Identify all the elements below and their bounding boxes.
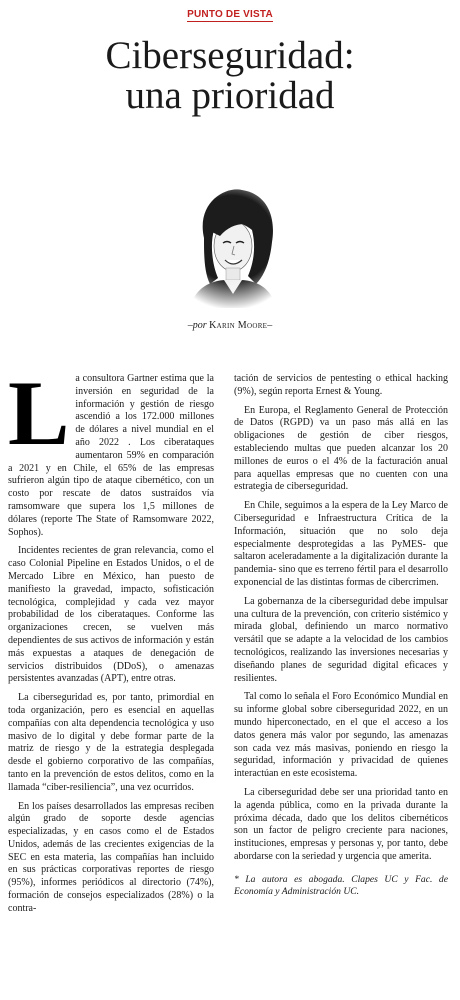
article-title <box>0 36 460 116</box>
paragraph: tación de servicios de pentesting o ethical hacking (9%), según reporta Ernest & Young. <box>234 373 448 397</box>
author-name: Karin Moore <box>209 320 268 331</box>
author-note: * La autora es abogada. Clapes UC y Fac. de Economía y Administración UC. <box>234 873 448 898</box>
paragraph: Tal como lo señala el Foro Económico Mundial en su informe global sobre ciberseguridad 2022, en un mundo hiperconectado, en el que el acceso a los datos genera más valor por segundo, las amenazas son cada vez más masivas, poniendo en riesgo la seguridad, información y privacidad de quienes interactúan en este ecosistema. <box>234 691 448 780</box>
author-portrait <box>168 180 296 310</box>
article-column-right <box>234 373 448 905</box>
paragraph: En los países desarrollados las empresas reciben algún grado de soporte desde agencias especializadas, y en casos como el de Estados Unidos, además de las crecientes exigencias de la SEC en esta materia, las compañías han incluido en sus prácticas corporativas reportes de riesgo (95%), informes periódicos al directorio (74%), formación de consejos especializados (28%) o la contra- <box>8 800 214 914</box>
title-line-1: Ciberseguridad: <box>105 34 355 77</box>
paragraph: En Europa, el Reglamento General de Protección de Datos (RGPD) va un paso más allá en las obligaciones de gestión de ciber riesgos, estableciendo multas que pueden alcanzar los 20 millones de euros o el 4% de la facturación anual para aquellas empresas que no cuenten con una estrategia de ciberseguridad. <box>234 404 448 493</box>
byline: –por Karin Moore– <box>187 320 273 331</box>
article-column-left <box>8 362 214 922</box>
paragraph: La ciberseguridad debe ser una prioridad tanto en la agenda pública, como en la privada durante la próxima década, dado que los delitos cibernéticos son un factor de peligro creciente para naciones, instituciones, empresas y personas y, por tanto, debe abordarse con la seriedad y urgencia que amerita. <box>234 786 448 862</box>
paragraph: La consultora Gartner estima que la inversión en seguridad de la información y gestión de riesgo ascendió a los 172.000 millones de dólares a nivel mundial en el año 2022 . Los ciberataques aumentaron 59% en comparación a 2021 y en Chile, el 65% de las empresas sufrieron algún tipo de ataque cibernético, con un costo por rescate de datos sustraídos vía ramsomware que supera los 1,5 millones de dólares (reporte The State of Ramsomware 2022, Sophos). <box>8 362 214 538</box>
paragraph: Incidentes recientes de gran relevancia, como el caso Colonial Pipeline en Estados Unidos, o el de Mercado Libre en México, han puesto de manifiesto la gravedad, impacto, sofisticación tecnológica, complejidad y cada vez mayor probabilidad de los ciberataques. Conforme las organizaciones crecen, se vuelven más dependientes de sus activos de información y están más expuestas a ataques de denegación de servicios distribuidos (DDoS), o amenazas persistentes avanzadas (APT), entre otras. <box>8 545 214 685</box>
paragraph: La gobernanza de la ciberseguridad debe impulsar una cultura de la prevención, con criterio sistémico y mirada global, definiendo un marco normativo versátil que se adapte a la velocidad de los cambios tecnológicos, realizando las inversiones necesarias y diseñando planes de seguridad digital eficaces y resilientes. <box>234 595 448 684</box>
title-line-2: una prioridad <box>125 74 335 117</box>
paragraph: En Chile, seguimos a la espera de la Ley Marco de Ciberseguridad e Infraestructura Crítica de la Información, situación que no solo deja especialmente desprotegidas a las PyMES- que saltaron aceleradamente a la digitalización durante la pandemia- sino que es terreno fértil para el desarrollo exponencial de las distintas formas de cibercrimen. <box>234 500 448 588</box>
paragraph: La ciberseguridad es, por tanto, primordial en toda organización, pero es esencial en aquellas compañías con alta dependencia tecnológica y uso masivo de lo digital y debe formar parte de la matriz de riesgo y de la estrategia desplegada desde el gobierno corporativo de las compañías, tanto en la prevención de estos delitos, como en la llamada “ciber-resiliencia”, una vez ocurridos. <box>8 692 214 793</box>
section-kicker: PUNTO DE VISTA <box>187 9 273 20</box>
drop-cap: L <box>8 362 70 464</box>
